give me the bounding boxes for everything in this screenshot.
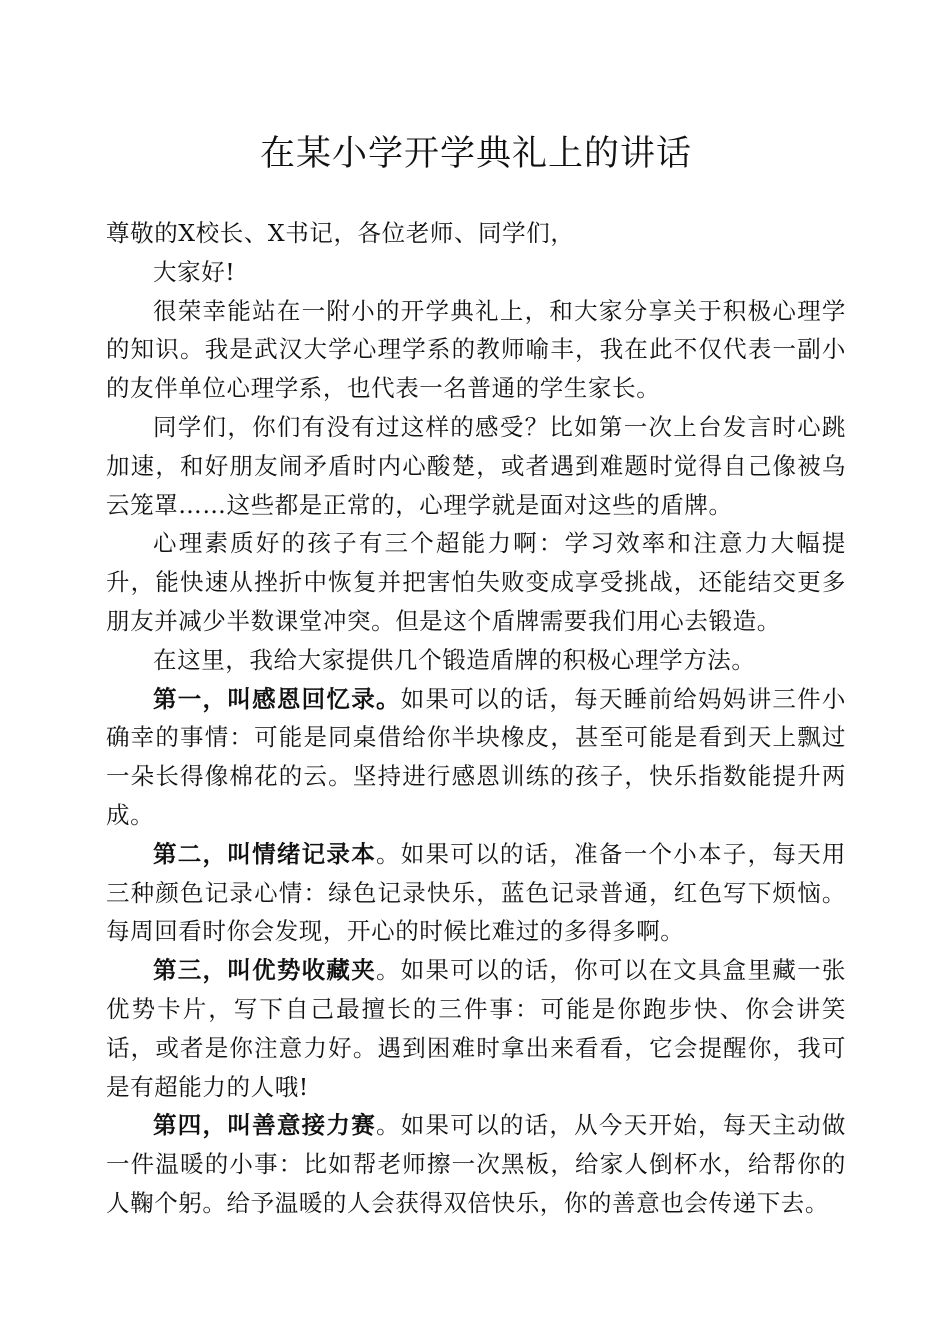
salutation: 尊敬的X校长、X书记，各位老师、同学们， (106, 219, 575, 247)
paragraph-superpowers: 心理素质好的孩子有三个超能力啊：学习效率和注意力大幅提升，能快速从挫折中恢复并把害怕失败变成享受挑战，还能结交更多朋友并减少半数课堂冲突。但是这个盾牌需要我们用心去锻造。 (106, 529, 846, 635)
method-gratitude-text: 如果可以的话，每天睡前给妈妈讲三件小确幸的事情：可能是同桌借给你半块橡皮，甚至可能是看到天上飘过一朵长得像棉花的云。坚持进行感恩训练的孩子，快乐指数能提升两成。 (106, 684, 847, 829)
method-kindness (106, 1106, 846, 1222)
method-gratitude-lead: 第一，叫感恩回忆录。 (153, 684, 401, 713)
method-gratitude (106, 680, 846, 835)
method-emotion-journal (106, 835, 846, 951)
method-strengths-text: 。如果可以的话，你可以在文具盒里藏一张优势卡片，写下自己最擅长的三件事：可能是你跑步快、你会讲笑话，或者是你注意力好。遇到困难时拿出来看看，它会提醒你，我可是有超能力的人哦! (106, 956, 846, 1101)
document-title: 在某小学开学典礼上的讲话 (259, 134, 692, 174)
speech-body (106, 214, 846, 1223)
paragraph-methods-intro: 在这里，我给大家提供几个锻造盾牌的积极心理学方法。 (153, 645, 756, 674)
method-kindness-text: 。如果可以的话，从今天开始，每天主动做一件温暖的小事：比如帮老师擦一次黑板，给家人倒杯水，给帮你的人鞠个躬。给予温暖的人会获得双倍快乐，你的善意也会传递下去。 (106, 1111, 846, 1217)
method-kindness-lead: 第四，叫善意接力赛 (153, 1111, 376, 1140)
method-emotion-journal-text: 。如果可以的话，准备一个小本子，每天用三种颜色记录心情：绿色记录快乐，蓝色记录普通，红色写下烦恼。每周回看时你会发现，开心的时候比难过的多得多啊。 (106, 839, 846, 946)
paragraph-feelings: 同学们，你们有没有过这样的感受？比如第一次上台发言时心跳加速，和好朋友闹矛盾时内心酸楚，或者遇到难题时觉得自己像被乌云笼罩……这些都是正常的，心理学就是面对这些的盾牌。 (106, 412, 846, 519)
paragraph-intro: 很荣幸能站在一附小的开学典礼上，和大家分享关于积极心理学的知识。我是武汉大学心理学系的教师喻丰，我在此不仅代表一副小的友伴单位心理学系，也代表一名普通的学生家长。 (106, 296, 846, 403)
method-emotion-journal-lead: 第二，叫情绪记录本 (153, 839, 376, 868)
method-strengths (106, 951, 846, 1106)
method-strengths-lead: 第三，叫优势收藏夹 (153, 956, 376, 985)
document-page (106, 128, 846, 1223)
greeting: 大家好! (153, 257, 236, 286)
